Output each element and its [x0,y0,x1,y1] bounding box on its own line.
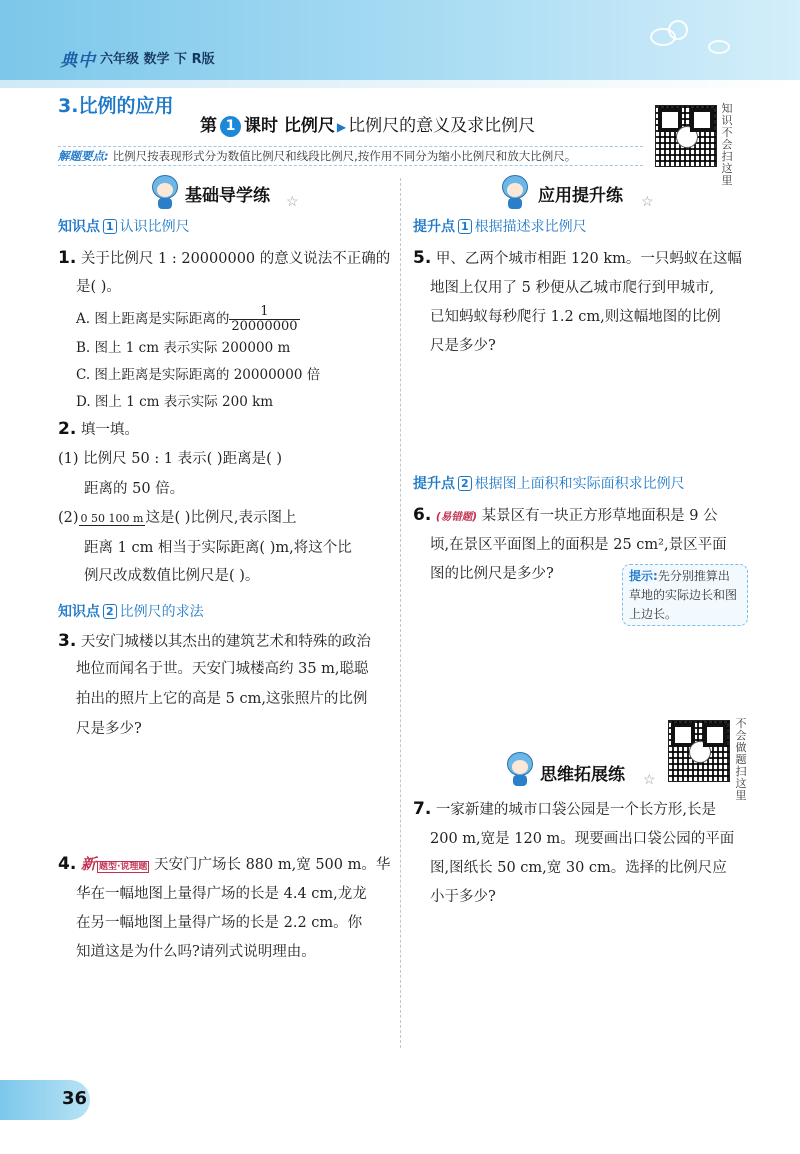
lesson-prefix: 第 [200,116,217,136]
question-7-line: 200 m,宽是 120 m。现要画出口袋公园的平面 [430,831,735,847]
lesson-title [200,111,535,137]
new-question-type-tag: 新 题型·说理题 [80,855,148,873]
question-4-line: 知道这是为什么吗?请列式说明理由。 [76,944,316,960]
question-7: 7. 一家新建的城市口袋公园是一个长方形,长是 [413,799,717,819]
question-2-part-1: (1) 比例尺 50 : 1 表示( )距离是( ) [58,451,282,467]
question-3-line: 尺是多少? [76,721,142,737]
star-icon: ☆ [641,194,654,210]
question-2-part-2: (2) 0 50 100 m 这是( )比例尺,表示图上 [58,510,297,526]
option-d: D. 图上 1 cm 表示实际 200 km [76,394,274,410]
tips-bar [58,146,643,166]
question-1: 1. 关于比例尺 1 : 20000000 的意义说法不正确的 [58,248,391,268]
tips-text: 比例尺按表现形式分为数值比例尺和线段比例尺,按作用不同分为缩小比例尺和放大比例尺。 [112,149,577,163]
question-4-line: 华在一幅地图上量得广场的长是 4.4 cm,龙龙 [76,886,367,902]
column-divider [400,178,401,1048]
star-icon: ☆ [643,772,656,788]
question-3-line: 地位而闻名于世。天安门城楼高约 35 m,聪聪 [76,661,369,677]
page-number: 36 [62,1088,88,1109]
question-4: 4. 新 题型·说理题 天安门广场长 880 m,宽 500 m。华 [58,854,391,874]
question-7-line: 图,图纸长 50 cm,宽 30 cm。选择的比例尺应 [430,860,727,876]
question-3-line: 拍出的照片上它的高是 5 cm,这张照片的比例 [76,691,368,707]
question-3: 3. 天安门城楼以其杰出的建筑艺术和特殊的政治 [58,631,371,651]
arrow-icon: ▶ [336,120,347,134]
fraction: $\frac{1}{20000000}$ [231,304,298,334]
line-scale: 0 50 100 m [80,512,144,525]
lesson-suffix: 课时 比例尺 [244,116,335,136]
option-b: B. 图上 1 cm 表示实际 200000 m [76,340,291,356]
question-5-line: 已知蚂蚁每秒爬行 1.2 cm,则这幅地图的比例 [430,309,721,325]
option-a: A. 图上距离是实际距离的 $\frac{1}{20000000}$ [76,304,298,334]
mascot-icon [505,752,535,786]
qr-caption-bottom: 不 会 做 题 扫 这 里 [735,717,747,802]
cloud-icon [708,40,730,54]
star-icon: ☆ [286,194,299,210]
section-title: 3.比例的应用 [58,95,174,117]
grade-label: 六年级 数学 下 R版 [100,52,215,67]
question-7-line: 小于多少? [430,889,496,905]
header-band [0,0,800,80]
question-2-part-2-cont: 距离 1 cm 相当于实际距离( )m,将这个比 [84,540,352,556]
question-1-answer-line: 是( )。 [76,279,121,295]
question-6-line: 图的比例尺是多少? [430,566,554,582]
knowledge-point-2: 知识点 2 比例尺的求法 [58,604,204,620]
question-text: 填一填。 [80,422,139,438]
option-c: C. 图上距离是实际距离的 20000000 倍 [76,367,321,383]
hint-box [622,564,748,626]
question-5: 5. 甲、乙两个城市相距 120 km。一只蚂蚁在这幅 [413,248,742,268]
qr-logo-icon [689,741,711,763]
improvement-point-2: 提升点 2 根据图上面积和实际面积求比例尺 [413,476,685,492]
question-number: 1 [58,248,70,268]
question-2-part-2-cont2: 例尺改成数值比例尺是( )。 [84,568,260,584]
question-2-part-1-cont: 距离的 50 倍。 [84,481,185,497]
section-heading-basic: 基础导学练 [185,186,270,206]
mascot-icon [500,175,530,209]
section-heading-extension: 思维拓展练 [540,765,625,785]
question-6-line: 顷,在景区平面图上的面积是 25 cm²,景区平面 [430,537,727,553]
tips-label: 解题要点: [58,149,109,163]
cloud-icon [668,20,688,40]
qr-code[interactable] [655,105,717,167]
improvement-point-1: 提升点 1 根据描述求比例尺 [413,219,587,235]
error-prone-tag: (易错题) [435,511,478,523]
question-5-line: 地图上仅用了 5 秒便从乙城市爬行到甲城市, [430,280,715,296]
knowledge-point-1: 知识点 1 认识比例尺 [58,219,190,235]
question-text: 关于比例尺 1 : 20000000 的意义说法不正确的 [80,251,391,267]
hint-text: 先分别推算出草地的实际边长和图上边长。 [629,569,738,621]
section-heading-applied: 应用提升练 [538,186,623,206]
qr-logo-icon [676,126,698,148]
qr-caption-top: 知 识 不 会 扫 这 里 [721,102,733,187]
lesson-subtitle: 比例尺的意义及求比例尺 [348,116,536,136]
question-5-line: 尺是多少? [430,338,496,354]
question-6: 6. (易错题) 某景区有一块正方形草地面积是 9 公 [413,505,718,525]
question-4-line: 在另一幅地图上量得广场的长是 2.2 cm。你 [76,915,363,931]
qr-code[interactable] [668,720,730,782]
question-2: 2. 填一填。 [58,419,139,439]
lesson-number-badge: 1 [220,116,241,137]
hint-label: 提示: [629,569,658,583]
brand-logo: 典中 [60,51,96,71]
mascot-icon [150,175,180,209]
